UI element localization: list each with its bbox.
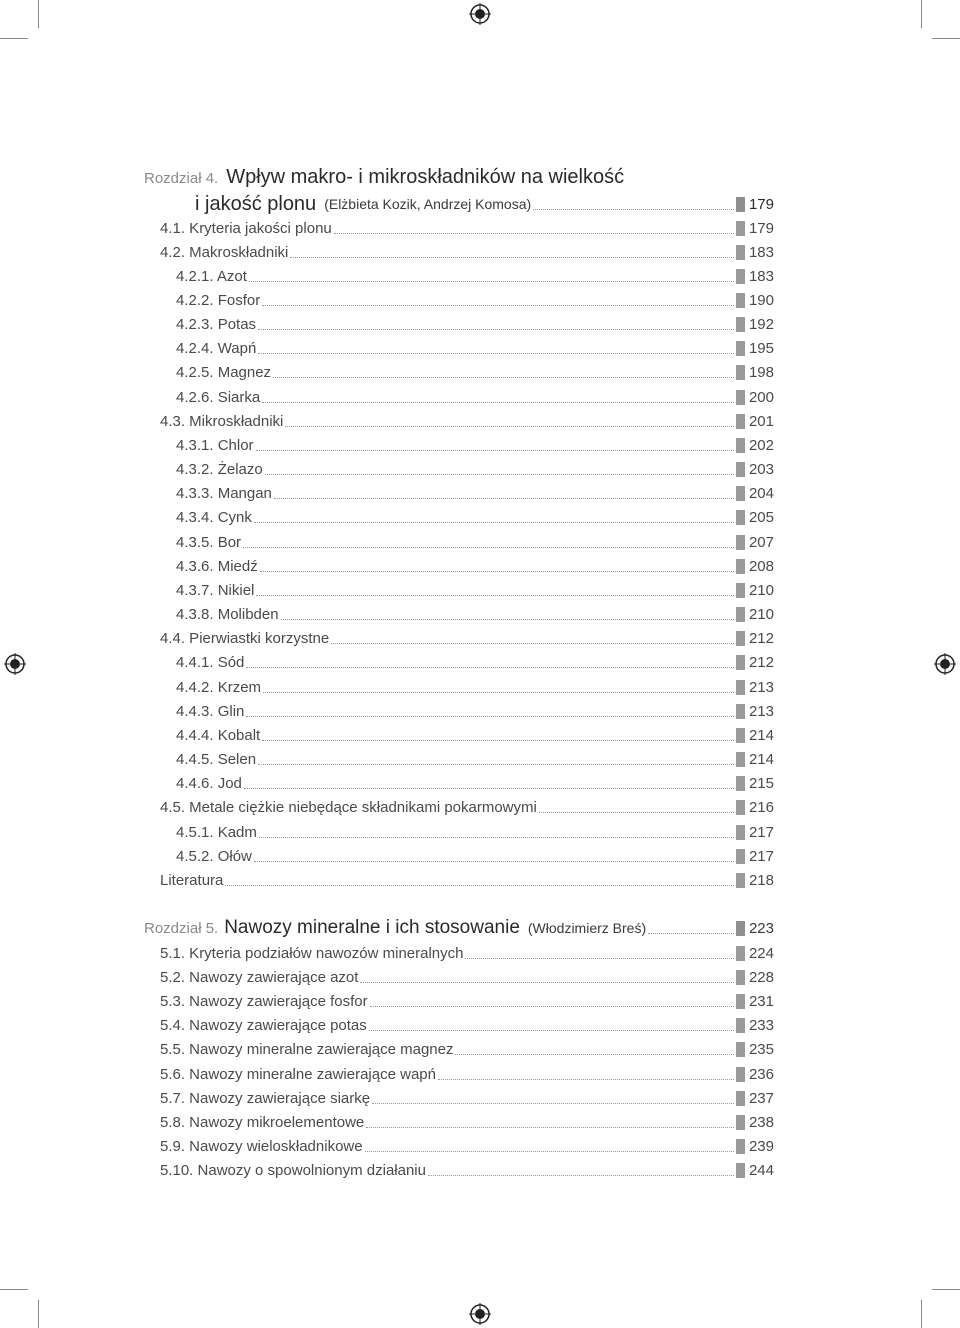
page-number: 204 xyxy=(748,485,774,503)
toc-entry[interactable] xyxy=(176,433,774,457)
dot-leader xyxy=(369,1030,734,1031)
page-marker xyxy=(736,583,745,598)
toc-entry[interactable] xyxy=(160,409,774,433)
page-marker xyxy=(736,946,745,961)
toc-entry-label: 4.1. Kryteria jakości plonu xyxy=(160,219,332,237)
dot-leader xyxy=(281,619,734,620)
page-number: 210 xyxy=(748,581,774,599)
page-number: 207 xyxy=(748,533,774,551)
toc-entry[interactable] xyxy=(160,1110,774,1134)
toc-entry[interactable] xyxy=(176,820,774,844)
page-number: 212 xyxy=(748,654,774,672)
page-marker xyxy=(736,197,745,212)
dot-leader xyxy=(370,1006,734,1007)
toc-entry-label: 4.3.3. Mangan xyxy=(176,485,272,503)
page-marker xyxy=(736,293,745,308)
page-marker xyxy=(736,462,745,477)
toc-entry[interactable] xyxy=(160,796,774,820)
page-marker xyxy=(736,728,745,743)
toc-entry[interactable] xyxy=(176,458,774,482)
page-marker xyxy=(736,1115,745,1130)
toc-entry-label: 5.6. Nawozy mineralne zawierające wapń xyxy=(160,1065,436,1083)
dot-leader xyxy=(648,933,734,934)
dot-leader xyxy=(465,958,734,959)
page-number: 213 xyxy=(748,702,774,720)
page-number: 208 xyxy=(748,557,774,575)
toc-entry-label: 5.7. Nawozy zawierające siarkę xyxy=(160,1089,371,1107)
toc-entry[interactable] xyxy=(176,385,774,409)
dot-leader xyxy=(246,716,734,717)
registration-mark-bottom-icon xyxy=(469,1303,491,1325)
toc-entry-label: 5.8. Nawozy mikroelementowe xyxy=(160,1113,365,1131)
page-number: 214 xyxy=(748,751,774,769)
dot-leader xyxy=(262,402,734,403)
crop-mark-bottom-left-h xyxy=(0,1289,28,1290)
page-number: 239 xyxy=(748,1138,774,1156)
chapter-title: Nawozy mineralne i ich stosowanie xyxy=(224,917,520,938)
dot-leader xyxy=(372,1103,734,1104)
toc-entry-label: 4.3.6. Miedź xyxy=(176,557,258,575)
dot-leader xyxy=(438,1079,734,1080)
toc-entry-label: 4.4.4. Kobalt xyxy=(176,726,261,744)
toc-entry[interactable] xyxy=(160,965,774,989)
page-marker xyxy=(736,1091,745,1106)
chapter-authors: (Włodzimierz Breś) xyxy=(527,920,647,936)
page-number: 205 xyxy=(748,509,774,527)
page-number: 212 xyxy=(748,630,774,648)
page-marker xyxy=(736,438,745,453)
toc-entry-label: 4.2.3. Potas xyxy=(176,316,257,334)
page-number: 179 xyxy=(748,195,774,213)
page-number: 198 xyxy=(748,364,774,382)
page-marker xyxy=(736,970,745,985)
page-marker xyxy=(736,849,745,864)
toc-entry[interactable] xyxy=(176,361,774,385)
chapter-authors: (Elżbieta Kozik, Andrzej Komosa) xyxy=(324,196,532,212)
dot-leader xyxy=(273,377,734,378)
page-marker xyxy=(736,269,745,284)
toc-entry-label: 4.3.5. Bor xyxy=(176,533,242,551)
dot-leader xyxy=(225,885,734,886)
toc-entry[interactable] xyxy=(176,506,774,530)
toc-entry-label: 4.2.5. Magnez xyxy=(176,364,272,382)
dot-leader xyxy=(254,861,734,862)
page-number: 183 xyxy=(748,243,774,261)
toc-entry[interactable] xyxy=(176,530,774,554)
toc-entry-label: 4.5.1. Kadm xyxy=(176,823,257,841)
dot-leader xyxy=(262,305,734,306)
toc-entry-label: 4.3.4. Cynk xyxy=(176,509,252,527)
toc-entry-label: 4.3. Mikroskładniki xyxy=(160,412,284,430)
dot-leader xyxy=(455,1054,734,1055)
toc-entry[interactable] xyxy=(176,748,774,772)
toc-entry-label: 5.10. Nawozy o spowolnionym działaniu xyxy=(160,1162,426,1180)
dot-leader xyxy=(331,643,734,644)
crop-mark-bottom-left-v xyxy=(38,1300,39,1328)
toc-entry-label: 5.4. Nawozy zawierające potas xyxy=(160,1017,367,1035)
page-number: 195 xyxy=(748,340,774,358)
page-marker xyxy=(736,921,745,936)
page-number: 200 xyxy=(748,388,774,406)
page-number: 236 xyxy=(748,1065,774,1083)
toc-entry[interactable] xyxy=(160,1086,774,1110)
toc-entry-label: 5.2. Nawozy zawierające azot xyxy=(160,968,359,986)
toc-entry-label: 4.4. Pierwiastki korzystne xyxy=(160,630,330,648)
toc-entry[interactable] xyxy=(176,554,774,578)
page-marker xyxy=(736,752,745,767)
dot-leader xyxy=(259,837,734,838)
toc-entry-label: 5.3. Nawozy zawierające fosfor xyxy=(160,992,368,1010)
dot-leader xyxy=(290,257,734,258)
toc-entry[interactable] xyxy=(160,240,774,264)
page-number: 223 xyxy=(748,919,774,937)
page-number: 228 xyxy=(748,968,774,986)
toc-entry[interactable] xyxy=(176,651,774,675)
page-marker xyxy=(736,1139,745,1154)
toc-entry-label: 4.3.1. Chlor xyxy=(176,436,254,454)
page-number: 217 xyxy=(748,847,774,865)
toc-entry-label: 4.4.5. Selen xyxy=(176,751,257,769)
page-number: 218 xyxy=(748,871,774,889)
page-number: 202 xyxy=(748,436,774,454)
crop-mark-top-right-v xyxy=(921,0,922,28)
page-marker xyxy=(736,390,745,405)
page-number: 214 xyxy=(748,726,774,744)
toc-entry-label: 4.3.8. Molibden xyxy=(176,606,279,624)
page-marker xyxy=(736,607,745,622)
page-marker xyxy=(736,1042,745,1057)
dot-leader xyxy=(258,764,734,765)
page-number: 213 xyxy=(748,678,774,696)
dot-leader xyxy=(360,982,734,983)
toc-entry[interactable] xyxy=(160,1135,774,1159)
toc-entry[interactable] xyxy=(176,578,774,602)
toc-entry-label: 4.2. Makroskładniki xyxy=(160,243,289,261)
registration-mark-right-icon xyxy=(934,653,956,675)
toc-entry-label: 5.9. Nawozy wieloskładnikowe xyxy=(160,1138,363,1156)
page-marker xyxy=(736,825,745,840)
dot-leader xyxy=(249,281,734,282)
page-marker xyxy=(736,1067,745,1082)
page-number: 235 xyxy=(748,1041,774,1059)
toc-entry-label: 4.4.6. Jod xyxy=(176,775,242,793)
crop-mark-bottom-right-v xyxy=(921,1300,922,1328)
chapter-4-heading xyxy=(144,166,774,215)
page-marker xyxy=(736,800,745,815)
chapter-title-line2[interactable] xyxy=(195,192,774,216)
chapter-label: Rozdział 5. xyxy=(144,919,219,937)
toc-entry[interactable] xyxy=(176,482,774,506)
crop-mark-top-right-h xyxy=(932,38,960,39)
toc-entry-label: 4.4.2. Krzem xyxy=(176,678,262,696)
toc-entry-label: 4.3.7. Nikiel xyxy=(176,581,255,599)
page-marker xyxy=(736,1163,745,1178)
page-number: 179 xyxy=(748,219,774,237)
toc-entry-label: 4.4.1. Sód xyxy=(176,654,245,672)
page-marker xyxy=(736,414,745,429)
page-marker xyxy=(736,245,745,260)
toc-entry[interactable] xyxy=(160,1014,774,1038)
dot-leader xyxy=(244,788,734,789)
page-marker xyxy=(736,994,745,1009)
dot-leader xyxy=(258,329,734,330)
dot-leader xyxy=(256,595,734,596)
toc-entry[interactable] xyxy=(160,941,774,965)
page-number: 210 xyxy=(748,606,774,624)
page-marker xyxy=(736,873,745,888)
page-marker xyxy=(736,1018,745,1033)
toc-entry[interactable] xyxy=(176,603,774,627)
chapter-label: Rozdział 4. xyxy=(144,170,219,187)
toc-entry[interactable] xyxy=(176,772,774,796)
dot-leader xyxy=(256,450,734,451)
toc-entry[interactable] xyxy=(160,627,774,651)
chapter-title: Wpływ makro- i mikroskładników na wielkość xyxy=(226,166,625,188)
dot-leader xyxy=(265,474,734,475)
toc-entry-label: 4.2.6. Siarka xyxy=(176,388,261,406)
toc-entry[interactable] xyxy=(160,216,774,240)
page-number: 192 xyxy=(748,316,774,334)
page-marker xyxy=(736,631,745,646)
page-marker xyxy=(736,365,745,380)
toc-entry-label: 5.1. Kryteria podziałów nawozów mineralnych xyxy=(160,944,464,962)
page-number: 190 xyxy=(748,291,774,309)
page-number: 201 xyxy=(748,412,774,430)
page-marker xyxy=(736,776,745,791)
dot-leader xyxy=(260,571,734,572)
page-marker xyxy=(736,510,745,525)
page-number: 183 xyxy=(748,267,774,285)
crop-mark-top-left-v xyxy=(38,0,39,28)
toc-entry[interactable] xyxy=(176,723,774,747)
toc-entry[interactable] xyxy=(176,844,774,868)
toc-entry[interactable] xyxy=(176,313,774,337)
crop-mark-top-left-h xyxy=(0,38,28,39)
dot-leader xyxy=(428,1175,734,1176)
toc-entry[interactable] xyxy=(176,288,774,312)
page-marker xyxy=(736,221,745,236)
page-marker xyxy=(736,559,745,574)
toc-entry[interactable] xyxy=(160,868,774,892)
dot-leader xyxy=(258,353,734,354)
page-number: 203 xyxy=(748,461,774,479)
dot-leader xyxy=(533,209,734,210)
page-marker xyxy=(736,317,745,332)
toc-entry[interactable] xyxy=(176,337,774,361)
page-marker xyxy=(736,704,745,719)
toc-entry-label: 4.5. Metale ciężkie niebędące składnikami pokarmowymi xyxy=(160,799,537,817)
dot-leader xyxy=(243,547,734,548)
toc-entry-label: 4.2.1. Azot xyxy=(176,267,247,285)
page-number: 237 xyxy=(748,1089,774,1107)
dot-leader xyxy=(274,498,734,499)
page-number: 224 xyxy=(748,944,774,962)
toc-entry-label: 4.5.2. Ołów xyxy=(176,847,252,865)
page-number: 231 xyxy=(748,992,774,1010)
toc-entry[interactable] xyxy=(160,1159,774,1183)
toc-entry-label: 4.2.2. Fosfor xyxy=(176,291,261,309)
dot-leader xyxy=(334,233,734,234)
chapter-5-heading[interactable] xyxy=(144,914,774,942)
toc-entry-label: 4.2.4. Wapń xyxy=(176,340,257,358)
dot-leader xyxy=(263,692,734,693)
crop-mark-bottom-right-h xyxy=(932,1289,960,1290)
toc-entry[interactable] xyxy=(176,699,774,723)
toc-entry[interactable] xyxy=(160,989,774,1013)
page-marker xyxy=(736,341,745,356)
toc-entry[interactable] xyxy=(160,1038,774,1062)
dot-leader xyxy=(285,426,734,427)
toc-entry-label: 4.3.2. Żelazo xyxy=(176,461,263,479)
page-number: 217 xyxy=(748,823,774,841)
toc-entry[interactable] xyxy=(160,1062,774,1086)
toc-entry-label: 5.5. Nawozy mineralne zawierające magnez xyxy=(160,1041,454,1059)
page-number: 244 xyxy=(748,1162,774,1180)
dot-leader xyxy=(254,522,734,523)
page-number: 215 xyxy=(748,775,774,793)
toc-entry[interactable] xyxy=(176,264,774,288)
page-marker xyxy=(736,535,745,550)
page-number: 216 xyxy=(748,799,774,817)
toc-entry-label: 4.4.3. Glin xyxy=(176,702,245,720)
dot-leader xyxy=(366,1127,734,1128)
toc-entry-label: Literatura xyxy=(160,871,224,889)
dot-leader xyxy=(246,667,734,668)
page-number: 233 xyxy=(748,1017,774,1035)
dot-leader xyxy=(539,812,734,813)
dot-leader xyxy=(262,740,734,741)
page-marker xyxy=(736,655,745,670)
registration-mark-left-icon xyxy=(4,653,26,675)
dot-leader xyxy=(365,1151,734,1152)
toc-entry[interactable] xyxy=(176,675,774,699)
page-number: 238 xyxy=(748,1113,774,1131)
page-marker xyxy=(736,680,745,695)
registration-mark-top-icon xyxy=(469,3,491,25)
chapter-title-continued: i jakość plonu xyxy=(195,192,317,215)
page-marker xyxy=(736,486,745,501)
